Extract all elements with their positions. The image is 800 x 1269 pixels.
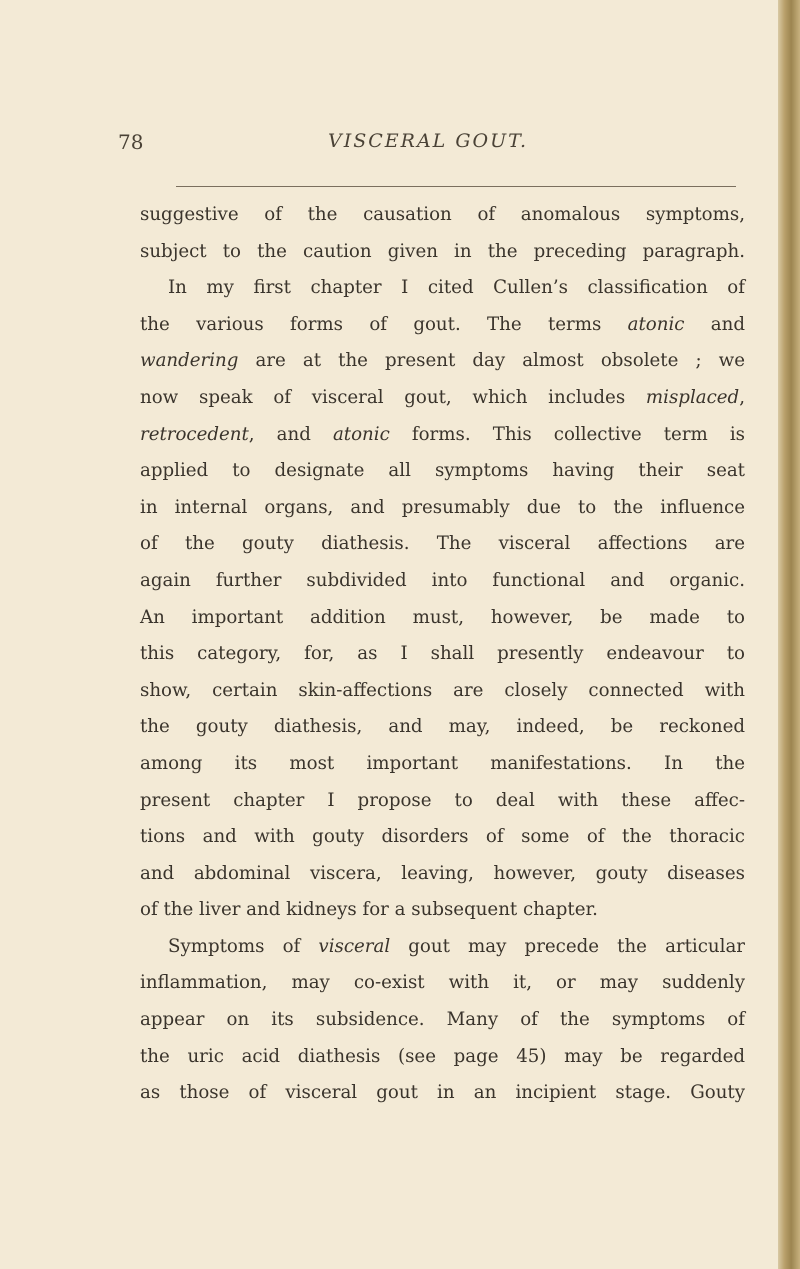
- text-line: [140, 1002, 745, 1039]
- text-segment: this category, for, as I shall presently endeavour to: [140, 643, 745, 665]
- text-line: [140, 673, 745, 710]
- text-segment: and abdominal viscera, leaving, however, gouty diseases: [140, 862, 745, 884]
- text-segment: Symptoms of: [168, 935, 319, 957]
- text-segment: as those of visceral gout in an incipient stage. Gouty: [140, 1082, 745, 1104]
- text-line: [140, 636, 745, 673]
- italic-text: retrocedent: [140, 423, 249, 445]
- text-line: [140, 526, 745, 563]
- text-segment: show, certain skin-affections are closely connected with: [140, 679, 745, 701]
- text-line: [140, 343, 745, 380]
- text-segment: inflammation, may co-exist with it, or may suddenly: [140, 972, 745, 994]
- text-segment: among its most important manifestations. In the: [140, 752, 745, 774]
- text-line: [140, 819, 745, 856]
- italic-text: atonic: [332, 423, 390, 445]
- page-header: [118, 130, 738, 170]
- text-line: [140, 270, 745, 307]
- text-segment: present chapter I propose to deal with these affec-: [140, 789, 745, 811]
- text-line: [140, 417, 745, 454]
- italic-text: visceral: [318, 935, 391, 957]
- text-line: [140, 197, 745, 234]
- text-segment: subject to the caution given in the preceding paragraph.: [140, 240, 745, 262]
- text-segment: the gouty diathesis, and may, indeed, be reckoned: [140, 716, 745, 738]
- text-segment: In my first chapter I cited Cullen’s classification of: [168, 277, 745, 299]
- text-segment: the uric acid diathesis (see page 45) may be regarded: [140, 1045, 745, 1067]
- text-line: [140, 856, 745, 893]
- text-segment: An important addition must, however, be made to: [140, 606, 745, 628]
- page-edge: [778, 0, 800, 1269]
- text-segment: of the liver and kidneys for a subsequent chapter.: [140, 899, 598, 921]
- italic-text: misplaced: [645, 386, 740, 408]
- text-segment: , and: [248, 423, 333, 445]
- text-segment: ,: [739, 386, 745, 408]
- text-segment: in internal organs, and presumably due to the influence: [140, 496, 745, 518]
- text-line: [140, 600, 745, 637]
- text-segment: again further subdivided into functional and organic.: [140, 569, 745, 591]
- text-segment: now speak of visceral gout, which includes: [140, 386, 646, 408]
- text-line: [140, 1075, 745, 1112]
- text-segment: tions and with gouty disorders of some of the thoracic: [140, 826, 745, 848]
- body-text: [140, 197, 745, 1112]
- text-segment: appear on its subsidence. Many of the symptoms of: [140, 1009, 745, 1031]
- text-segment: applied to designate all symptoms having their seat: [140, 460, 745, 482]
- text-line: [140, 307, 745, 344]
- text-segment: forms. This collective term is: [389, 423, 745, 445]
- text-segment: of the gouty diathesis. The visceral affections are: [140, 533, 745, 555]
- text-line: [140, 234, 745, 271]
- text-segment: are at the present day almost obsolete ; we: [238, 350, 745, 372]
- text-line: [140, 709, 745, 746]
- text-line: [140, 563, 745, 600]
- text-segment: suggestive of the causation of anomalous symptoms,: [140, 204, 745, 225]
- italic-text: atonic: [627, 313, 685, 335]
- italic-text: wandering: [140, 350, 239, 372]
- text-line: [140, 490, 745, 527]
- text-line: [140, 892, 745, 929]
- text-line: [140, 380, 745, 417]
- page-number: 78: [118, 130, 144, 154]
- running-title: VISCERAL GOUT.: [327, 130, 529, 152]
- text-line: [140, 1039, 745, 1076]
- text-segment: the various forms of gout. The terms: [140, 313, 628, 335]
- text-line: [140, 783, 745, 820]
- text-segment: and: [684, 313, 745, 335]
- text-line: [140, 965, 745, 1002]
- text-line: [140, 746, 745, 783]
- header-rule: [176, 186, 736, 187]
- text-line: [140, 453, 745, 490]
- text-segment: gout may precede the articular: [390, 935, 745, 957]
- text-line: [140, 929, 745, 966]
